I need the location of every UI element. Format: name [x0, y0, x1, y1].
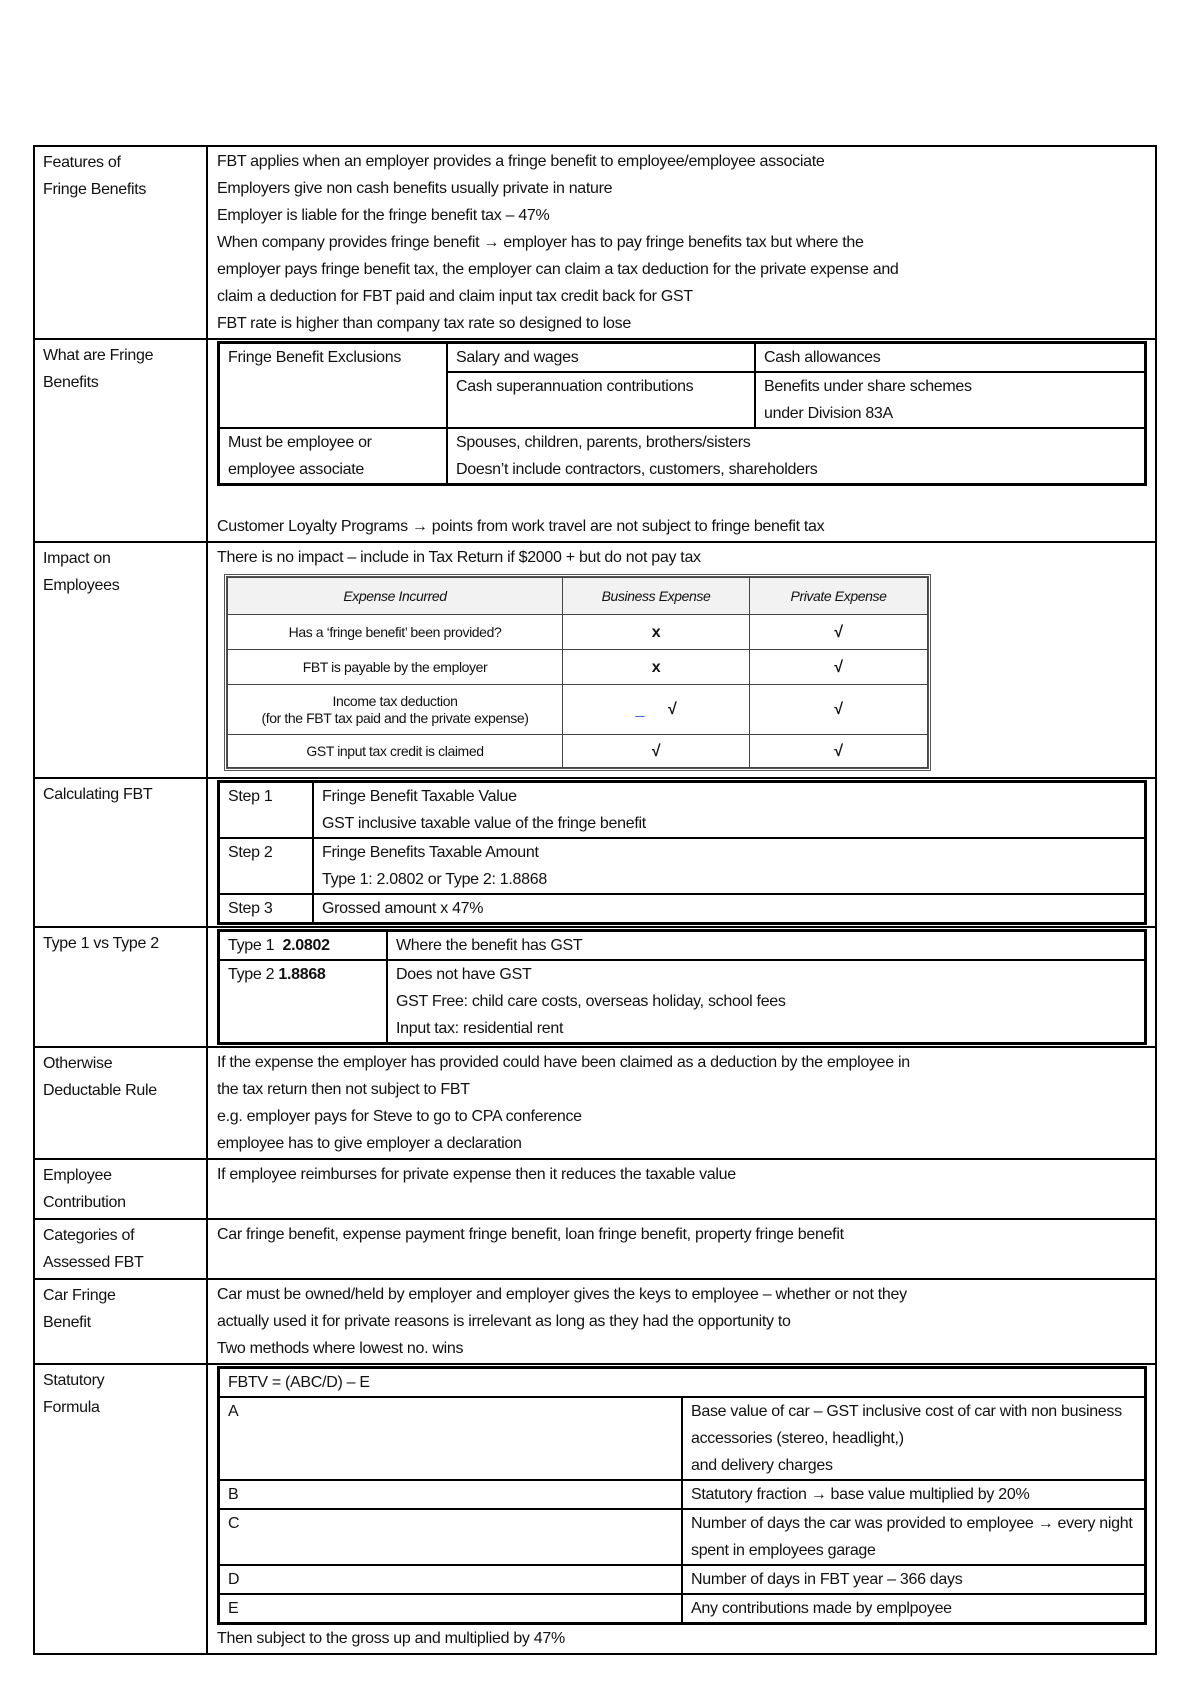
- text-line: Income tax deduction: [332, 692, 458, 709]
- text-line: When company provides fringe benefit → employer has to pay fringe benefits tax but where the: [217, 234, 864, 251]
- text-line: Fringe Benefits Taxable Amount: [322, 844, 539, 861]
- cell-expense: [228, 685, 563, 735]
- text-line: Input tax: residential rent: [396, 1020, 564, 1037]
- type-name: Type 1: [228, 937, 275, 954]
- exclusion-item: Salary and wages: [447, 343, 755, 373]
- row-content: [207, 339, 1156, 542]
- table-row: [228, 685, 928, 735]
- text-line: Doesn’t include contractors, customers, shareholders: [456, 461, 818, 478]
- label-line: Features of: [43, 154, 121, 171]
- label-line: Categories of: [43, 1227, 135, 1244]
- cell-private: √: [750, 615, 928, 650]
- text-line: e.g. employer pays for Steve to go to CPA conference: [217, 1108, 582, 1125]
- formula-item: [219, 1480, 1146, 1509]
- column-header: Business Expense: [563, 578, 750, 615]
- type-detail: [387, 960, 1146, 1044]
- step-row: [219, 838, 1146, 894]
- mark-value: √: [668, 701, 677, 718]
- row-impact-on-employees: [34, 542, 1156, 778]
- type-rate: 1.8868: [278, 966, 326, 983]
- exclusion-item: [755, 372, 1146, 428]
- step-label: Step 2: [219, 838, 314, 894]
- label-line: What are Fringe: [43, 347, 154, 364]
- label-line: Deductable Rule: [43, 1082, 157, 1099]
- text-line: GST inclusive taxable value of the fringe benefit: [322, 815, 646, 832]
- formula-item: [219, 1594, 1146, 1624]
- exclusion-item: Cash superannuation contributions: [447, 372, 755, 428]
- formula-item: [219, 1565, 1146, 1594]
- cursor-mark: _: [635, 701, 645, 718]
- table-row: [228, 650, 928, 685]
- step-detail: [313, 838, 1146, 894]
- type-row: [219, 960, 1146, 1044]
- row-employee-contribution: [34, 1159, 1156, 1219]
- formula-key: B: [219, 1480, 683, 1509]
- text-line: Car fringe benefit, expense payment fringe benefit, loan fringe benefit, property fringe benefit: [217, 1226, 844, 1243]
- label-line: Assessed FBT: [43, 1254, 144, 1271]
- label-line: Statutory: [43, 1372, 105, 1389]
- step-detail: Grossed amount x 47%: [313, 894, 1146, 924]
- type-label: [219, 931, 388, 961]
- label-line: Impact on: [43, 550, 111, 567]
- row-label: [34, 1047, 207, 1159]
- step-row: [219, 894, 1146, 924]
- text-line: FBT applies when an employer provides a fringe benefit to employee/employee associate: [217, 153, 825, 170]
- exclusions-table: [217, 341, 1147, 486]
- formula-footer: Then subject to the gross up and multiplied by 47%: [217, 1630, 565, 1647]
- text-line: the tax return then not subject to FBT: [217, 1081, 470, 1098]
- cell-business: x: [563, 650, 750, 685]
- row-car-fringe-benefit: [34, 1279, 1156, 1364]
- cell-business: x: [563, 615, 750, 650]
- text-line: employer pays fringe benefit tax, the employer can claim a tax deduction for the private expense and: [217, 261, 899, 278]
- step-label: Step 3: [219, 894, 314, 924]
- text-line: Two methods where lowest no. wins: [217, 1340, 464, 1357]
- cell-private: √: [750, 685, 928, 735]
- text-line: Car must be owned/held by employer and employer gives the keys to employee – whether or not they: [217, 1286, 907, 1303]
- text-line: (for the FBT tax paid and the private expense): [261, 709, 529, 726]
- types-table: [217, 929, 1147, 1045]
- type-rate: 2.0802: [282, 937, 330, 954]
- row-what-are-fringe-benefits: [34, 339, 1156, 542]
- row-content: [207, 927, 1156, 1047]
- formula-key: A: [219, 1397, 683, 1480]
- row-content: [207, 1047, 1156, 1159]
- label-line: Fringe Benefits: [43, 181, 147, 198]
- step-label: Step 1: [219, 782, 314, 839]
- text-line: Does not have GST: [396, 966, 532, 983]
- type-row: [219, 931, 1146, 961]
- label-line: Contribution: [43, 1194, 126, 1211]
- formula-detail: Number of days in FBT year – 366 days: [682, 1565, 1146, 1594]
- text-line: Base value of car – GST inclusive cost of car with non business accessories (stereo, headlight,): [691, 1403, 1122, 1447]
- label-line: Calculating FBT: [43, 786, 153, 803]
- row-content: [207, 1219, 1156, 1279]
- exclusions-label: Fringe Benefit Exclusions: [219, 343, 448, 429]
- row-content: [207, 1159, 1156, 1219]
- column-header: Private Expense: [750, 578, 928, 615]
- label-line: Employee: [43, 1167, 112, 1184]
- fbt-notes-table: [33, 145, 1157, 1655]
- table-row: [228, 615, 928, 650]
- text-line: Spouses, children, parents, brothers/sisters: [456, 434, 751, 451]
- text-line: employee associate: [228, 461, 365, 478]
- must-be-label: [219, 428, 448, 485]
- text-line: Fringe Benefit Taxable Value: [322, 788, 517, 805]
- text-line: Employers give non cash benefits usually private in nature: [217, 180, 613, 197]
- column-header: Expense Incurred: [228, 578, 563, 615]
- label-line: Otherwise: [43, 1055, 113, 1072]
- loyalty-note: Customer Loyalty Programs → points from work travel are not subject to fringe benefit tax: [217, 518, 825, 535]
- step-row: [219, 782, 1146, 839]
- text-line: There is no impact – include in Tax Return if $2000 + but do not pay tax: [217, 549, 701, 566]
- step-detail: [313, 782, 1146, 839]
- row-label: [34, 778, 207, 927]
- type-name: Type 2: [228, 966, 275, 983]
- label-line: Formula: [43, 1399, 100, 1416]
- formula-key: C: [219, 1509, 683, 1565]
- row-label: [34, 542, 207, 778]
- label-line: Employees: [43, 577, 120, 594]
- formula-key: E: [219, 1594, 683, 1624]
- cell-business: [563, 685, 750, 735]
- type-detail: Where the benefit has GST: [387, 931, 1146, 961]
- cell-expense: FBT is payable by the employer: [228, 650, 563, 685]
- formula-key: D: [219, 1565, 683, 1594]
- must-be-detail: [447, 428, 1146, 485]
- formula-detail: Any contributions made by emplpoyee: [682, 1594, 1146, 1624]
- text-line: actually used it for private reasons is irrelevant as long as they had the opportunity to: [217, 1313, 791, 1330]
- text-line: If employee reimburses for private expense then it reduces the taxable value: [217, 1166, 736, 1183]
- formula-detail: [682, 1397, 1146, 1480]
- row-label: [34, 339, 207, 542]
- label-line: Benefits: [43, 374, 99, 391]
- row-content: [207, 1364, 1156, 1654]
- row-features: [34, 146, 1156, 339]
- text-line: Must be employee or: [228, 434, 372, 451]
- cell-private: √: [750, 650, 928, 685]
- row-categories-of-assessed-fbt: [34, 1219, 1156, 1279]
- row-label: [34, 927, 207, 1047]
- row-content: [207, 1279, 1156, 1364]
- text-line: Benefits under share schemes: [764, 378, 972, 395]
- expense-comparison-table: [227, 577, 928, 768]
- table-row: [228, 735, 928, 768]
- row-content: [207, 778, 1156, 927]
- steps-table: [217, 780, 1147, 925]
- row-label: [34, 1159, 207, 1219]
- exclusion-item: Cash allowances: [755, 343, 1146, 373]
- row-type-1-vs-type-2: [34, 927, 1156, 1047]
- text-line: and delivery charges: [691, 1457, 833, 1474]
- cell-business: √: [563, 735, 750, 768]
- formula-detail: Number of days the car was provided to employee → every night spent in employees garage: [682, 1509, 1146, 1565]
- text-line: under Division 83A: [764, 405, 893, 422]
- type-label: [219, 960, 388, 1044]
- formula-detail: Statutory fraction → base value multiplied by 20%: [682, 1480, 1146, 1509]
- row-label: [34, 1279, 207, 1364]
- text-line: claim a deduction for FBT paid and claim input tax credit back for GST: [217, 288, 693, 305]
- row-content: [207, 146, 1156, 339]
- row-label: [34, 146, 207, 339]
- text-line: Type 1: 2.0802 or Type 2: 1.8868: [322, 871, 547, 888]
- formula-item: [219, 1509, 1146, 1565]
- row-label: [34, 1219, 207, 1279]
- label-line: Type 1 vs Type 2: [43, 935, 159, 952]
- text-line: Employer is liable for the fringe benefit tax – 47%: [217, 207, 550, 224]
- cell-private: √: [750, 735, 928, 768]
- row-content: [207, 542, 1156, 778]
- text-line: If the expense the employer has provided could have been claimed as a deduction by the employee in: [217, 1054, 910, 1071]
- row-calculating-fbt: [34, 778, 1156, 927]
- cell-expense: GST input tax credit is claimed: [228, 735, 563, 768]
- label-line: Car Fringe: [43, 1287, 116, 1304]
- row-label: [34, 1364, 207, 1654]
- cell-expense: Has a ‘fringe benefit’ been provided?: [228, 615, 563, 650]
- text-line: FBT rate is higher than company tax rate so designed to lose: [217, 315, 631, 332]
- text-line: employee has to give employer a declaration: [217, 1135, 522, 1152]
- formula-item: [219, 1397, 1146, 1480]
- row-statutory-formula: [34, 1364, 1156, 1654]
- label-line: Benefit: [43, 1314, 91, 1331]
- text-line: GST Free: child care costs, overseas holiday, school fees: [396, 993, 786, 1010]
- row-otherwise-deductible-rule: [34, 1047, 1156, 1159]
- formula-table: [217, 1366, 1147, 1625]
- formula: FBTV = (ABC/D) – E: [219, 1368, 1146, 1398]
